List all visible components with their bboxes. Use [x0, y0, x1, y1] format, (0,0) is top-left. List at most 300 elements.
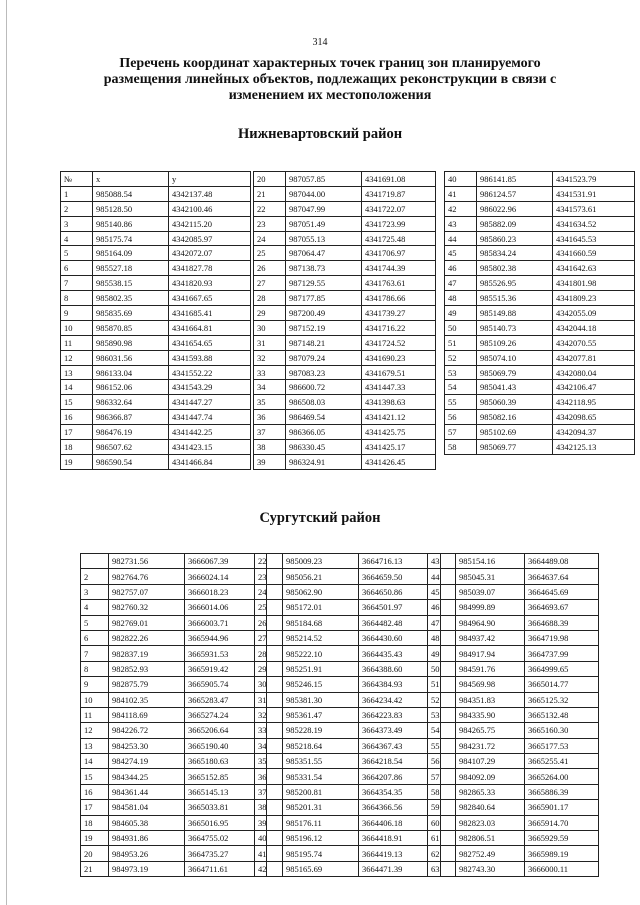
- point-number-cell: 19: [61, 454, 93, 469]
- point-number-cell: 38: [255, 800, 283, 815]
- point-number-cell: 26: [254, 261, 286, 276]
- x-coordinate-cell: 985060.39: [477, 395, 553, 410]
- x-coordinate-cell: 985802.38: [477, 261, 553, 276]
- y-coordinate-cell: 3664719.98: [525, 630, 599, 645]
- y-coordinate-cell: 3665919.42: [185, 661, 267, 676]
- x-coordinate-cell: 984964.90: [456, 615, 525, 630]
- point-number-cell: 30: [255, 677, 283, 692]
- x-coordinate-cell: 986141.85: [477, 172, 553, 187]
- x-coordinate-cell: 985890.98: [93, 335, 169, 350]
- y-coordinate-cell: 3664755.02: [185, 831, 267, 846]
- y-coordinate-cell: 4341716.22: [362, 320, 436, 335]
- x-coordinate-cell: 987152.19: [286, 320, 362, 335]
- point-number-cell: 46: [428, 600, 456, 615]
- coordinates-table-surgut-3: [427, 553, 599, 877]
- x-coordinate-cell: 985214.52: [283, 630, 359, 645]
- table-row: [254, 276, 436, 291]
- point-number-cell: 16: [81, 784, 109, 799]
- y-coordinate-cell: 3665145.13: [185, 784, 267, 799]
- x-coordinate-cell: 985361.47: [283, 707, 359, 722]
- point-number-cell: 30: [254, 320, 286, 335]
- table-row: [428, 692, 599, 707]
- y-coordinate-cell: 4341425.75: [362, 425, 436, 440]
- y-coordinate-cell: 3665206.64: [185, 723, 267, 738]
- x-coordinate-cell: 985870.85: [93, 320, 169, 335]
- y-coordinate-cell: 4341786.66: [362, 291, 436, 306]
- table-row: [254, 172, 436, 187]
- table-row: [445, 231, 635, 246]
- x-coordinate-cell: 984231.72: [456, 738, 525, 753]
- x-coordinate-cell: 986507.62: [93, 440, 169, 455]
- y-coordinate-cell: 4342055.09: [553, 306, 635, 321]
- y-coordinate-cell: 4341593.88: [169, 350, 251, 365]
- point-number-cell: 2: [81, 569, 109, 584]
- y-coordinate-cell: 3664366.56: [359, 800, 441, 815]
- x-coordinate-cell: 985088.54: [93, 186, 169, 201]
- x-coordinate-cell: 985834.24: [477, 246, 553, 261]
- table-row: [445, 246, 635, 261]
- y-coordinate-cell: 4341706.97: [362, 246, 436, 261]
- table-row: [81, 815, 267, 830]
- point-number-cell: 51: [428, 677, 456, 692]
- point-number-cell: 49: [445, 306, 477, 321]
- x-coordinate-cell: 982837.19: [109, 646, 185, 661]
- y-coordinate-cell: 3666000.11: [525, 861, 599, 876]
- y-coordinate-cell: 4342094.37: [553, 425, 635, 440]
- table-row: [445, 306, 635, 321]
- y-coordinate-cell: 3664373.49: [359, 723, 441, 738]
- point-number-cell: 57: [428, 769, 456, 784]
- x-coordinate-cell: 987055.13: [286, 231, 362, 246]
- y-coordinate-cell: 3666018.23: [185, 584, 267, 599]
- table-row: [61, 186, 251, 201]
- point-number-cell: 18: [81, 815, 109, 830]
- point-number-cell: 33: [255, 723, 283, 738]
- table-row: [61, 410, 251, 425]
- x-coordinate-cell: 982752.49: [456, 846, 525, 861]
- y-coordinate-cell: 4341820.93: [169, 276, 251, 291]
- point-number-cell: 12: [61, 350, 93, 365]
- y-coordinate-cell: 4341645.53: [553, 231, 635, 246]
- point-number-cell: 43: [445, 216, 477, 231]
- x-coordinate-cell: 985538.15: [93, 276, 169, 291]
- y-coordinate-cell: 4341442.25: [169, 425, 251, 440]
- x-coordinate-cell: 984931.86: [109, 831, 185, 846]
- point-number-cell: 40: [255, 831, 283, 846]
- y-coordinate-cell: 4341421.12: [362, 410, 436, 425]
- y-coordinate-cell: 3664223.83: [359, 707, 441, 722]
- point-number-cell: 42: [445, 201, 477, 216]
- table-row: [81, 615, 267, 630]
- y-coordinate-cell: 3665160.30: [525, 723, 599, 738]
- x-coordinate-cell: 985074.10: [477, 350, 553, 365]
- table-row: [254, 246, 436, 261]
- point-number-cell: 52: [445, 350, 477, 365]
- y-coordinate-cell: 3666024.14: [185, 569, 267, 584]
- table-row: [428, 677, 599, 692]
- y-coordinate-cell: 3666003.71: [185, 615, 267, 630]
- table-row: [445, 276, 635, 291]
- table-row: [61, 320, 251, 335]
- table-row: [81, 738, 267, 753]
- point-number-cell: 58: [445, 440, 477, 455]
- table-row: [81, 584, 267, 599]
- y-header: y: [169, 172, 251, 187]
- x-coordinate-cell: 982806.51: [456, 831, 525, 846]
- point-number-cell: 44: [445, 231, 477, 246]
- x-coordinate-cell: 987138.73: [286, 261, 362, 276]
- coordinates-table-surgut-1: [80, 553, 267, 877]
- x-coordinate-cell: 985882.09: [477, 216, 553, 231]
- y-coordinate-cell: 4342070.55: [553, 335, 635, 350]
- table-row: [428, 569, 599, 584]
- x-coordinate-cell: 984917.94: [456, 646, 525, 661]
- point-number-cell: 14: [81, 754, 109, 769]
- y-coordinate-cell: 3665944.96: [185, 630, 267, 645]
- table-row: [255, 600, 441, 615]
- table-row: [81, 707, 267, 722]
- y-coordinate-cell: 4342044.18: [553, 320, 635, 335]
- table-row: [255, 584, 441, 599]
- table-row: [428, 815, 599, 830]
- point-number-cell: 48: [428, 630, 456, 645]
- point-number-cell: 56: [428, 754, 456, 769]
- y-coordinate-cell: 4342072.07: [169, 246, 251, 261]
- x-coordinate-cell: 984605.38: [109, 815, 185, 830]
- x-coordinate-cell: 984591.76: [456, 661, 525, 676]
- x-coordinate-cell: 986469.54: [286, 410, 362, 425]
- x-coordinate-cell: 987200.49: [286, 306, 362, 321]
- y-coordinate-cell: 4341763.61: [362, 276, 436, 291]
- point-number-cell: 63: [428, 861, 456, 876]
- point-number-cell: 26: [255, 615, 283, 630]
- point-number-cell: 55: [428, 738, 456, 753]
- x-header: x: [93, 172, 169, 187]
- table-row: [81, 554, 267, 569]
- y-coordinate-cell: 3664735.27: [185, 846, 267, 861]
- x-coordinate-cell: 987148.21: [286, 335, 362, 350]
- y-coordinate-cell: 4341691.08: [362, 172, 436, 187]
- point-number-cell: 1: [61, 186, 93, 201]
- point-number-cell: 22: [254, 201, 286, 216]
- table-row: [61, 395, 251, 410]
- x-coordinate-cell: 984253.30: [109, 738, 185, 753]
- point-number-cell: 50: [445, 320, 477, 335]
- point-number-cell: 5: [81, 615, 109, 630]
- y-coordinate-cell: 4342080.04: [553, 365, 635, 380]
- y-coordinate-cell: 3665125.32: [525, 692, 599, 707]
- y-coordinate-cell: 3666014.06: [185, 600, 267, 615]
- table-row: [255, 846, 441, 861]
- table-row: [61, 246, 251, 261]
- table-row: [428, 554, 599, 569]
- table-row: [445, 261, 635, 276]
- table-row: [81, 754, 267, 769]
- x-coordinate-cell: 985860.23: [477, 231, 553, 246]
- x-coordinate-cell: 984335.90: [456, 707, 525, 722]
- point-number-cell: 15: [61, 395, 93, 410]
- table-row: [255, 800, 441, 815]
- point-number-cell: 42: [255, 861, 283, 876]
- x-coordinate-cell: 986133.04: [93, 365, 169, 380]
- x-coordinate-cell: 984092.09: [456, 769, 525, 784]
- table-row: [255, 723, 441, 738]
- x-coordinate-cell: 985351.55: [283, 754, 359, 769]
- y-coordinate-cell: 4341523.79: [553, 172, 635, 187]
- y-coordinate-cell: 3665152.85: [185, 769, 267, 784]
- point-number-cell: 53: [445, 365, 477, 380]
- y-coordinate-cell: 4341426.45: [362, 454, 436, 469]
- table-row: [445, 425, 635, 440]
- table-row: [254, 350, 436, 365]
- table-row: [255, 615, 441, 630]
- x-coordinate-cell: 985228.19: [283, 723, 359, 738]
- x-coordinate-cell: 985041.43: [477, 380, 553, 395]
- point-number-cell: 62: [428, 846, 456, 861]
- y-coordinate-cell: 4342118.95: [553, 395, 635, 410]
- x-coordinate-cell: 987044.00: [286, 186, 362, 201]
- y-coordinate-cell: 3664234.42: [359, 692, 441, 707]
- point-number-cell: 50: [428, 661, 456, 676]
- y-coordinate-cell: 4341801.98: [553, 276, 635, 291]
- y-coordinate-cell: 3665901.17: [525, 800, 599, 815]
- table-row: [81, 630, 267, 645]
- x-coordinate-cell: 987047.99: [286, 201, 362, 216]
- x-coordinate-cell: 985109.26: [477, 335, 553, 350]
- x-coordinate-cell: 985082.16: [477, 410, 553, 425]
- table-row: [254, 201, 436, 216]
- table-row: [81, 769, 267, 784]
- y-coordinate-cell: 4341660.59: [553, 246, 635, 261]
- y-coordinate-cell: 4341423.15: [169, 440, 251, 455]
- table-row: [61, 454, 251, 469]
- point-number-cell: 58: [428, 784, 456, 799]
- x-coordinate-cell: 982743.30: [456, 861, 525, 876]
- y-coordinate-cell: 4341447.27: [169, 395, 251, 410]
- table-row: [61, 231, 251, 246]
- table-row: [428, 861, 599, 876]
- table-row: [255, 831, 441, 846]
- point-number-cell: 48: [445, 291, 477, 306]
- table-row: [445, 335, 635, 350]
- point-number-cell: 20: [81, 846, 109, 861]
- point-number-cell: 37: [254, 425, 286, 440]
- point-number-cell: 13: [81, 738, 109, 753]
- y-coordinate-cell: 4341543.29: [169, 380, 251, 395]
- table-row: [254, 454, 436, 469]
- table-row: [254, 306, 436, 321]
- point-number-cell: 51: [445, 335, 477, 350]
- point-number-cell: 31: [254, 335, 286, 350]
- point-number-cell: 41: [445, 186, 477, 201]
- y-coordinate-cell: 3664659.50: [359, 569, 441, 584]
- point-number-cell: 17: [61, 425, 93, 440]
- point-number-cell: 19: [81, 831, 109, 846]
- x-coordinate-cell: 985056.21: [283, 569, 359, 584]
- point-number-cell: 60: [428, 815, 456, 830]
- x-coordinate-cell: 985246.15: [283, 677, 359, 692]
- y-coordinate-cell: 3665283.47: [185, 692, 267, 707]
- x-coordinate-cell: 986324.91: [286, 454, 362, 469]
- x-coordinate-cell: 986022.96: [477, 201, 553, 216]
- point-number-cell: 29: [255, 661, 283, 676]
- point-number-cell: 5: [61, 246, 93, 261]
- y-coordinate-cell: 3664471.39: [359, 861, 441, 876]
- x-coordinate-cell: 984344.25: [109, 769, 185, 784]
- table-row: [61, 365, 251, 380]
- table-row: [445, 365, 635, 380]
- y-coordinate-cell: 3664637.64: [525, 569, 599, 584]
- y-coordinate-cell: 3664406.18: [359, 815, 441, 830]
- y-coordinate-cell: 3664999.65: [525, 661, 599, 676]
- y-coordinate-cell: 4341739.27: [362, 306, 436, 321]
- y-coordinate-cell: 3666067.39: [185, 554, 267, 569]
- table-row: [81, 784, 267, 799]
- point-number-cell: 25: [254, 246, 286, 261]
- y-coordinate-cell: 3665914.70: [525, 815, 599, 830]
- point-number-cell: 14: [61, 380, 93, 395]
- table-row: [254, 365, 436, 380]
- table-row: [61, 335, 251, 350]
- y-coordinate-cell: 3664430.60: [359, 630, 441, 645]
- point-number-cell: 36: [254, 410, 286, 425]
- point-number-cell: 12: [81, 723, 109, 738]
- point-number-cell: 35: [255, 754, 283, 769]
- point-number-cell: 53: [428, 707, 456, 722]
- y-coordinate-cell: 4341466.84: [169, 454, 251, 469]
- x-coordinate-cell: 984118.69: [109, 707, 185, 722]
- y-coordinate-cell: 3664501.97: [359, 600, 441, 615]
- y-coordinate-cell: 3664650.86: [359, 584, 441, 599]
- table-row: [445, 172, 635, 187]
- x-coordinate-cell: 984351.83: [456, 692, 525, 707]
- y-coordinate-cell: 3665033.81: [185, 800, 267, 815]
- y-coordinate-cell: 3664645.69: [525, 584, 599, 599]
- y-coordinate-cell: 4342106.47: [553, 380, 635, 395]
- table-row: [428, 723, 599, 738]
- y-coordinate-cell: 3665180.63: [185, 754, 267, 769]
- point-number-cell: 54: [445, 380, 477, 395]
- x-coordinate-cell: 987129.55: [286, 276, 362, 291]
- table-row: [254, 335, 436, 350]
- y-coordinate-cell: 4342098.65: [553, 410, 635, 425]
- table-row: [445, 350, 635, 365]
- y-coordinate-cell: 4342137.48: [169, 186, 251, 201]
- table-row: [254, 395, 436, 410]
- x-coordinate-cell: 987083.23: [286, 365, 362, 380]
- coordinates-table-nizhnevartovsk-3: [444, 171, 635, 455]
- x-coordinate-cell: 985196.12: [283, 831, 359, 846]
- x-coordinate-cell: 985176.11: [283, 815, 359, 830]
- point-number-cell: 23: [254, 216, 286, 231]
- y-coordinate-cell: 4341827.78: [169, 261, 251, 276]
- table-row: [445, 395, 635, 410]
- x-coordinate-cell: 985200.81: [283, 784, 359, 799]
- y-coordinate-cell: 4341447.74: [169, 410, 251, 425]
- point-number-cell: 55: [445, 395, 477, 410]
- point-number-cell: 20: [254, 172, 286, 187]
- table-row: [254, 261, 436, 276]
- point-number-cell: 21: [81, 861, 109, 876]
- table-row: [255, 661, 441, 676]
- x-coordinate-cell: 985069.77: [477, 440, 553, 455]
- point-number-cell: 43: [428, 554, 456, 569]
- x-coordinate-cell: 984107.29: [456, 754, 525, 769]
- point-number-cell: 23: [255, 569, 283, 584]
- x-coordinate-cell: 982764.76: [109, 569, 185, 584]
- y-coordinate-cell: 3665255.41: [525, 754, 599, 769]
- point-number-cell: 40: [445, 172, 477, 187]
- y-coordinate-cell: 4341398.63: [362, 395, 436, 410]
- table-row: [61, 291, 251, 306]
- y-coordinate-cell: 4341719.87: [362, 186, 436, 201]
- x-coordinate-cell: 985149.88: [477, 306, 553, 321]
- x-coordinate-cell: 984569.98: [456, 677, 525, 692]
- table-row: [81, 692, 267, 707]
- y-coordinate-cell: 3664419.13: [359, 846, 441, 861]
- point-number-cell: 32: [255, 707, 283, 722]
- y-coordinate-cell: 4341725.48: [362, 231, 436, 246]
- y-coordinate-cell: 3664218.54: [359, 754, 441, 769]
- point-number-cell: 7: [81, 646, 109, 661]
- x-coordinate-cell: 984361.44: [109, 784, 185, 799]
- y-coordinate-cell: 3664384.93: [359, 677, 441, 692]
- table-row: [428, 661, 599, 676]
- y-coordinate-cell: 4342100.46: [169, 201, 251, 216]
- y-coordinate-cell: 3665274.24: [185, 707, 267, 722]
- y-coordinate-cell: 3664367.43: [359, 738, 441, 753]
- table-row: [81, 677, 267, 692]
- table-row: [255, 554, 441, 569]
- table-row: [445, 320, 635, 335]
- x-coordinate-cell: 982865.33: [456, 784, 525, 799]
- y-coordinate-cell: 3664482.48: [359, 615, 441, 630]
- document-title-line: Перечень координат характерных точек границ зон планируемого: [119, 56, 541, 71]
- point-number-cell: 34: [255, 738, 283, 753]
- x-coordinate-cell: 984226.72: [109, 723, 185, 738]
- table-row: [255, 754, 441, 769]
- x-coordinate-cell: 985222.10: [283, 646, 359, 661]
- table-row: [81, 723, 267, 738]
- point-number-cell: 27: [254, 276, 286, 291]
- y-coordinate-cell: 3664693.67: [525, 600, 599, 615]
- y-coordinate-cell: 4342085.97: [169, 231, 251, 246]
- point-number-cell: 4: [81, 600, 109, 615]
- y-coordinate-cell: 4341722.07: [362, 201, 436, 216]
- y-coordinate-cell: 3665931.53: [185, 646, 267, 661]
- point-number-cell: 56: [445, 410, 477, 425]
- y-coordinate-cell: 3665886.39: [525, 784, 599, 799]
- point-number-cell: 57: [445, 425, 477, 440]
- point-number-cell: 35: [254, 395, 286, 410]
- table-row: [255, 677, 441, 692]
- point-number-cell: 24: [255, 584, 283, 599]
- table-row: [445, 440, 635, 455]
- point-number-cell: 28: [254, 291, 286, 306]
- point-number-cell: 8: [61, 291, 93, 306]
- table-row: [81, 600, 267, 615]
- x-coordinate-cell: 987079.24: [286, 350, 362, 365]
- x-coordinate-cell: 986476.19: [93, 425, 169, 440]
- point-number-cell: 7: [61, 276, 93, 291]
- document-title-line: размещения линейных объектов, подлежащих реконструкции в связи с: [103, 72, 557, 87]
- table-row: [61, 261, 251, 276]
- table-row: [61, 276, 251, 291]
- point-number-cell: 34: [254, 380, 286, 395]
- coordinates-table-surgut-2: [254, 553, 441, 877]
- point-number-cell: 49: [428, 646, 456, 661]
- x-coordinate-cell: 982840.64: [456, 800, 525, 815]
